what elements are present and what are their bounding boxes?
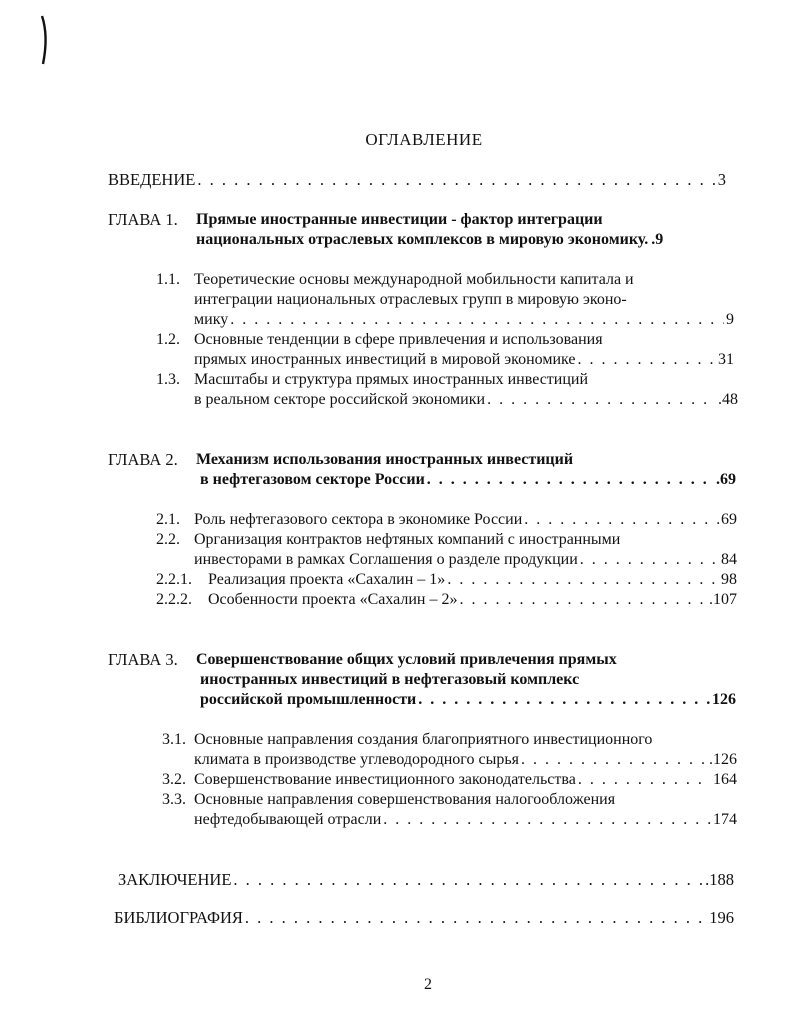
toc-entry-label: БИБЛИОГРАФИЯ bbox=[114, 908, 243, 927]
leader-dots bbox=[487, 390, 716, 410]
section-2-2-2-line1[interactable] bbox=[208, 590, 737, 610]
toc-page-number: 98 bbox=[721, 571, 737, 588]
section-3-2-number: 3.2. bbox=[162, 771, 186, 788]
chapter-1-title-line1[interactable]: Прямые иностранные инвестиции - фактор интеграции bbox=[196, 211, 603, 228]
toc-entry-label: в реальном секторе российской экономики bbox=[194, 391, 486, 408]
section-1-2-line1[interactable]: Основные тенденции в сфере привлечения и использования bbox=[194, 331, 603, 348]
toc-page-number: 84 bbox=[721, 551, 737, 568]
leader-dots bbox=[427, 470, 714, 490]
toc-page-number: 3 bbox=[717, 170, 726, 189]
toc-entry-label: мику bbox=[194, 311, 229, 328]
page-number: 2 bbox=[424, 976, 432, 993]
leader-dots bbox=[447, 570, 719, 590]
leader-dots bbox=[578, 350, 716, 370]
chapter-3-title-line3[interactable] bbox=[200, 690, 736, 710]
toc-entry-label: Роль нефтегазового сектора в экономике России bbox=[194, 511, 523, 528]
section-2-2-line1[interactable]: Организация контрактов нефтяных компаний с иностранными bbox=[194, 531, 621, 548]
leader-dots bbox=[418, 690, 710, 710]
section-1-1-number: 1.1. bbox=[156, 271, 180, 288]
toc-entry-label: ЗАКЛЮЧЕНИЕ bbox=[118, 870, 232, 889]
leader-dots bbox=[197, 170, 715, 190]
section-3-1-line1[interactable]: Основные направления создания благоприятного инвестиционного bbox=[194, 731, 653, 748]
section-1-2-number: 1.2. bbox=[156, 331, 180, 348]
toc-page-number: 164 bbox=[713, 771, 737, 788]
toc-page-number: 69 bbox=[721, 511, 737, 528]
section-1-3-line1[interactable]: Масштабы и структура прямых иностранных инвестиций bbox=[194, 371, 589, 388]
toc-page-number: .9 bbox=[651, 231, 664, 248]
toc-entry-label: нефтедобывающей отрасли bbox=[194, 811, 382, 828]
toc-page-number: .126 bbox=[709, 751, 737, 768]
toc-page-number: .107 bbox=[709, 591, 737, 608]
chapter-3-title-line2[interactable]: иностранных инвестиций в нефтегазовый комплекс bbox=[200, 671, 580, 688]
section-1-1-line2[interactable]: интеграции национальных отраслевых групп в мировую эконо- bbox=[194, 291, 627, 308]
section-3-3-line2[interactable] bbox=[194, 810, 737, 830]
section-2-2-2-number: 2.2.2. bbox=[156, 591, 192, 608]
chapter-1-title-line2[interactable] bbox=[196, 230, 736, 250]
section-1-2-line2[interactable] bbox=[194, 350, 734, 370]
leader-dots bbox=[524, 510, 719, 530]
toc-page-number: 9 bbox=[726, 311, 734, 328]
section-2-2-1-number: 2.2.1. bbox=[156, 571, 192, 588]
section-3-3-number: 3.3. bbox=[162, 791, 186, 808]
section-3-2-line1[interactable] bbox=[194, 770, 737, 790]
chapter-3-number: ГЛАВА 3. bbox=[108, 650, 178, 669]
toc-title: ОГЛАВЛЕНИЕ bbox=[365, 130, 483, 149]
leader-dots bbox=[521, 750, 707, 770]
scan-mark bbox=[38, 14, 50, 66]
leader-dots bbox=[580, 550, 719, 570]
section-2-1-number: 2.1. bbox=[156, 511, 180, 528]
toc-entry-label: Совершенствование инвестиционного законодательства bbox=[194, 771, 576, 788]
section-3-1-line2[interactable] bbox=[194, 750, 737, 770]
toc-entry-label: Реализация проекта «Сахалин – 1» bbox=[208, 571, 446, 588]
section-2-2-1-line1[interactable] bbox=[208, 570, 737, 590]
toc-entry-label: климата в производстве углеводородного сырья bbox=[194, 751, 519, 768]
leader-dots bbox=[233, 870, 703, 890]
toc-entry-label: инвесторами в рамках Соглашения о разделе продукции bbox=[194, 551, 578, 568]
toc-entry-label: Особенности проекта «Сахалин – 2» bbox=[208, 591, 458, 608]
chapter-2-title-line1[interactable]: Механизм использования иностранных инвестиций bbox=[196, 451, 574, 468]
toc-entry-label: национальных отраслевых комплексов в мировую экономику. bbox=[196, 231, 649, 248]
leader-dots bbox=[578, 770, 711, 790]
leader-dots bbox=[460, 590, 708, 610]
leader-dots bbox=[230, 310, 724, 330]
section-1-3-number: 1.3. bbox=[156, 371, 180, 388]
toc-entry-conclusion[interactable] bbox=[118, 870, 734, 890]
chapter-3-title-line1[interactable]: Совершенствование общих условий привлечения прямых bbox=[196, 651, 617, 668]
toc-entry-bibliography[interactable] bbox=[114, 908, 734, 928]
toc-page-number: .48 bbox=[718, 391, 738, 408]
chapter-1-number: ГЛАВА 1. bbox=[108, 210, 178, 229]
section-2-2-line2[interactable] bbox=[194, 550, 737, 570]
section-3-3-line1[interactable]: Основные направления совершенствования налогообложения bbox=[194, 791, 616, 808]
section-1-3-line2[interactable] bbox=[194, 390, 738, 410]
leader-dots bbox=[383, 810, 711, 830]
section-3-1-number: 3.1. bbox=[162, 731, 186, 748]
leader-dots bbox=[245, 908, 707, 928]
toc-entry-label: российской промышленности bbox=[200, 691, 417, 708]
toc-entry-label: ВВЕДЕНИЕ bbox=[108, 170, 196, 189]
section-2-2-number: 2.2. bbox=[156, 531, 180, 548]
toc-page-number: 174 bbox=[713, 811, 737, 828]
toc-entry-intro[interactable] bbox=[108, 170, 726, 190]
toc-page-number: 196 bbox=[709, 908, 734, 927]
section-1-1-line1[interactable]: Теоретические основы международной мобильности капитала и bbox=[194, 271, 634, 288]
toc-page-number: .188 bbox=[705, 870, 734, 889]
toc-entry-label: в нефтегазовом секторе России bbox=[200, 471, 425, 488]
toc-entry-label: прямых иностранных инвестиций в мировой экономике bbox=[194, 351, 576, 368]
toc-page-number: 31 bbox=[718, 351, 734, 368]
toc-page-number: .69 bbox=[716, 471, 736, 488]
chapter-2-title-line2[interactable] bbox=[200, 470, 736, 490]
section-1-1-line3[interactable] bbox=[194, 310, 734, 330]
chapter-2-number: ГЛАВА 2. bbox=[108, 450, 178, 469]
toc-page-number: 126 bbox=[712, 691, 736, 708]
section-2-1-line1[interactable] bbox=[194, 510, 737, 530]
